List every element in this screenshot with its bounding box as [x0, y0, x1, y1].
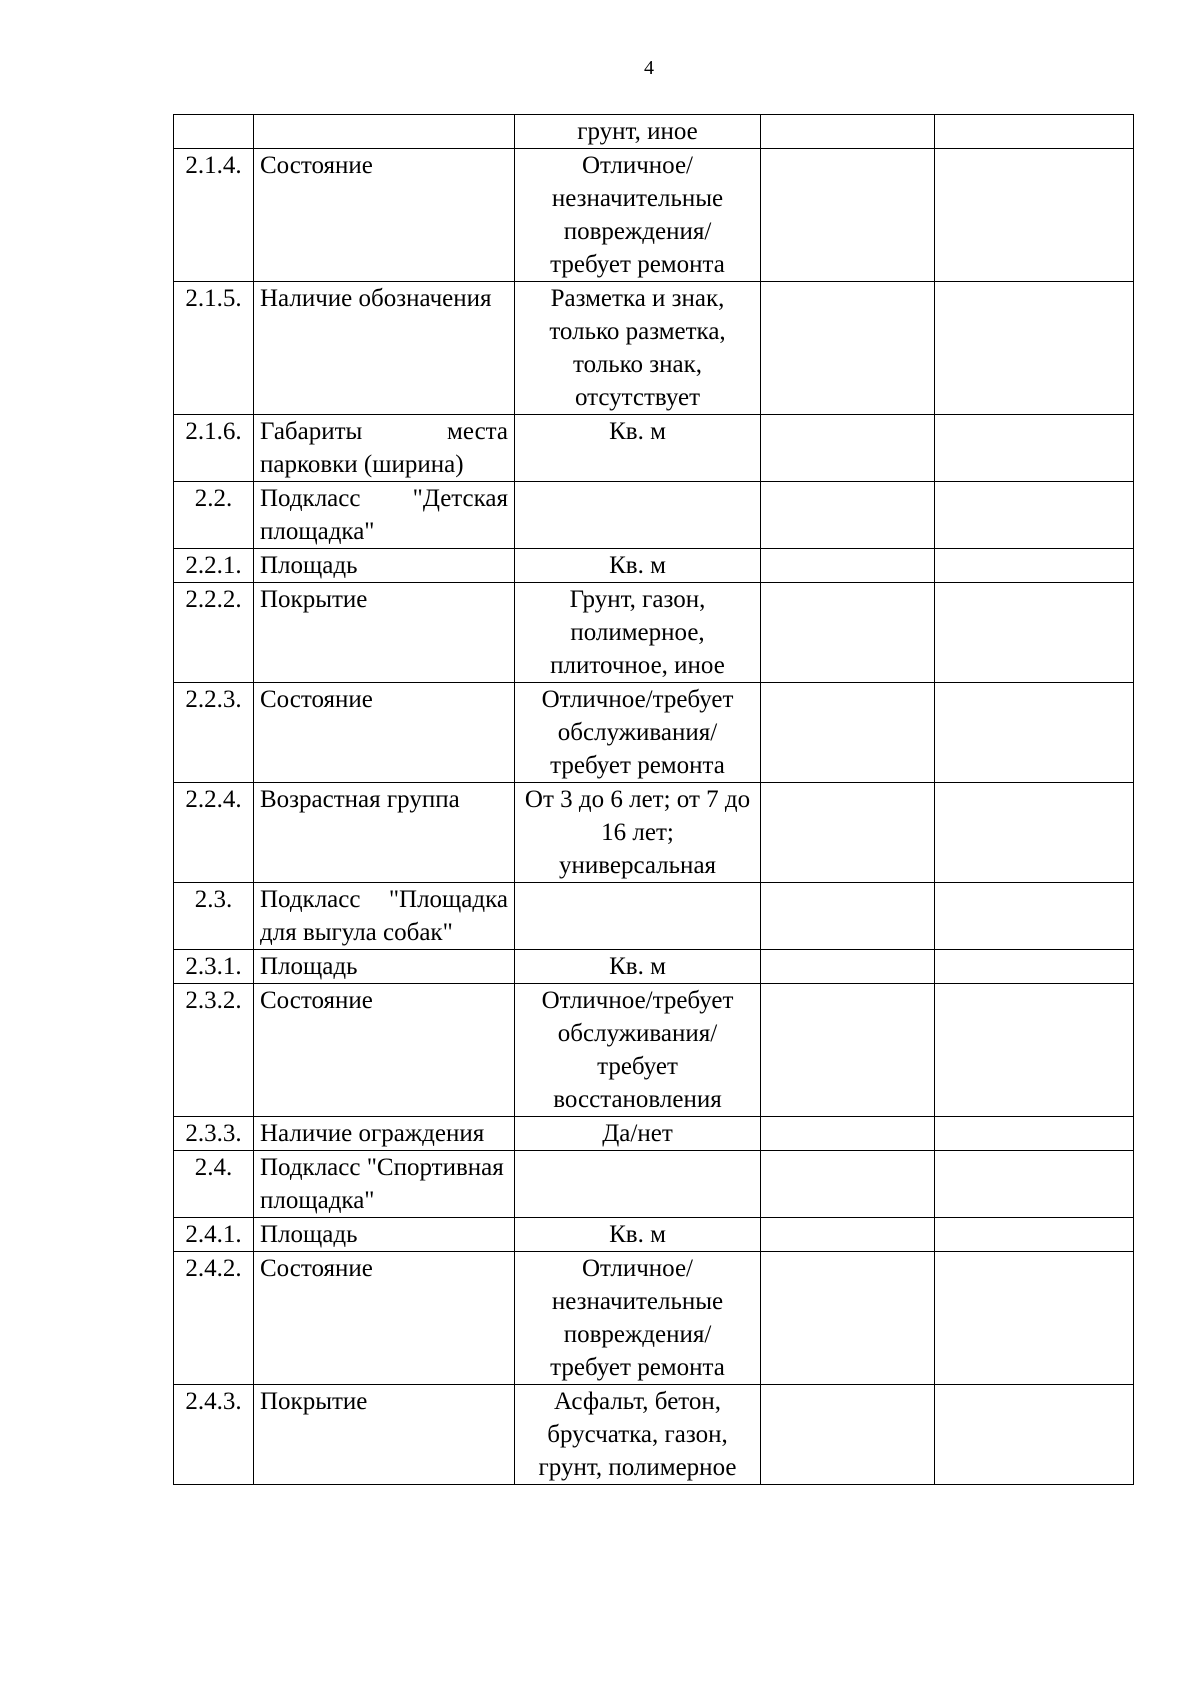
- blank-cell: [935, 583, 1134, 683]
- attribute-name: Наличие ограждения: [254, 1117, 515, 1151]
- table-row: [174, 549, 1134, 583]
- blank-cell: [761, 583, 935, 683]
- blank-cell: [935, 1218, 1134, 1252]
- blank-cell: [761, 950, 935, 984]
- attribute-values: Отличное/ незначительные повреждения/ требует ремонта: [515, 149, 761, 282]
- table-row: [174, 683, 1134, 783]
- attribute-name: Состояние: [254, 683, 515, 783]
- attribute-values: Кв. м: [515, 415, 761, 482]
- row-number: 2.1.5.: [174, 282, 254, 415]
- subclass-name: Подкласс "Площадка для выгула собак": [254, 883, 515, 950]
- attribute-values: Отличное/требует обслуживания/ требует восстановления: [515, 984, 761, 1117]
- row-number: 2.4.1.: [174, 1218, 254, 1252]
- table-row: [174, 149, 1134, 282]
- attribute-name: [254, 115, 515, 149]
- row-number: 2.3.: [174, 883, 254, 950]
- page-number: 4: [644, 57, 654, 79]
- blank-cell: [761, 984, 935, 1117]
- blank-cell: [761, 1385, 935, 1485]
- blank-cell: [761, 783, 935, 883]
- blank-cell: [761, 549, 935, 583]
- row-number: 2.2.: [174, 482, 254, 549]
- blank-cell: [935, 1117, 1134, 1151]
- row-number: 2.1.6.: [174, 415, 254, 482]
- blank-cell: [761, 1151, 935, 1218]
- table-row: [174, 1252, 1134, 1385]
- attribute-values: Кв. м: [515, 549, 761, 583]
- attribute-values: Грунт, газон, полимерное, плиточное, иное: [515, 583, 761, 683]
- table-row: [174, 115, 1134, 149]
- table-row: [174, 583, 1134, 683]
- blank-cell: [761, 149, 935, 282]
- attribute-values: [515, 883, 761, 950]
- table-row: [174, 1385, 1134, 1485]
- table-row: [174, 282, 1134, 415]
- attribute-values: [515, 1151, 761, 1218]
- blank-cell: [935, 282, 1134, 415]
- attribute-name: Площадь: [254, 549, 515, 583]
- row-number: 2.2.1.: [174, 549, 254, 583]
- blank-cell: [935, 984, 1134, 1117]
- row-number: 2.2.2.: [174, 583, 254, 683]
- attributes-table: [173, 114, 1134, 1485]
- table-row: [174, 950, 1134, 984]
- subclass-name: Подкласс "Спортивная площадка": [254, 1151, 515, 1218]
- attribute-values: Кв. м: [515, 1218, 761, 1252]
- blank-cell: [761, 883, 935, 950]
- blank-cell: [935, 950, 1134, 984]
- table-row: [174, 1218, 1134, 1252]
- attribute-values: Отличное/ незначительные повреждения/ требует ремонта: [515, 1252, 761, 1385]
- blank-cell: [761, 282, 935, 415]
- blank-cell: [761, 1117, 935, 1151]
- blank-cell: [761, 482, 935, 549]
- attribute-values: грунт, иное: [515, 115, 761, 149]
- table-row: [174, 1117, 1134, 1151]
- attribute-name: Площадь: [254, 1218, 515, 1252]
- attribute-name: Состояние: [254, 149, 515, 282]
- attribute-name: Покрытие: [254, 583, 515, 683]
- blank-cell: [935, 549, 1134, 583]
- attribute-name: Возрастная группа: [254, 783, 515, 883]
- blank-cell: [761, 115, 935, 149]
- blank-cell: [935, 783, 1134, 883]
- blank-cell: [761, 415, 935, 482]
- blank-cell: [935, 1385, 1134, 1485]
- row-number: 2.4.2.: [174, 1252, 254, 1385]
- row-number: 2.2.3.: [174, 683, 254, 783]
- table-row: [174, 415, 1134, 482]
- row-number: 2.3.2.: [174, 984, 254, 1117]
- blank-cell: [935, 482, 1134, 549]
- table-row: [174, 984, 1134, 1117]
- row-number: 2.2.4.: [174, 783, 254, 883]
- attribute-name: Габариты места парковки (ширина): [254, 415, 515, 482]
- attribute-name: Состояние: [254, 984, 515, 1117]
- attribute-values: Отличное/требует обслуживания/ требует ремонта: [515, 683, 761, 783]
- blank-cell: [761, 1252, 935, 1385]
- table-row: [174, 1151, 1134, 1218]
- blank-cell: [935, 149, 1134, 282]
- row-number: [174, 115, 254, 149]
- attribute-name: Покрытие: [254, 1385, 515, 1485]
- table-row: [174, 783, 1134, 883]
- blank-cell: [935, 115, 1134, 149]
- row-number: 2.3.1.: [174, 950, 254, 984]
- attribute-values: От 3 до 6 лет; от 7 до 16 лет; универсальная: [515, 783, 761, 883]
- subclass-name: Подкласс "Детская площадка": [254, 482, 515, 549]
- row-number: 2.4.3.: [174, 1385, 254, 1485]
- blank-cell: [935, 1252, 1134, 1385]
- blank-cell: [761, 683, 935, 783]
- table-row: [174, 883, 1134, 950]
- attribute-values: Да/нет: [515, 1117, 761, 1151]
- blank-cell: [935, 883, 1134, 950]
- blank-cell: [761, 1218, 935, 1252]
- table-row: [174, 482, 1134, 549]
- blank-cell: [935, 683, 1134, 783]
- attribute-values: Асфальт, бетон, брусчатка, газон, грунт, полимерное: [515, 1385, 761, 1485]
- row-number: 2.4.: [174, 1151, 254, 1218]
- blank-cell: [935, 1151, 1134, 1218]
- attribute-name: Наличие обозначения: [254, 282, 515, 415]
- attribute-name: Состояние: [254, 1252, 515, 1385]
- attribute-values: Разметка и знак, только разметка, только знак, отсутствует: [515, 282, 761, 415]
- attribute-values: Кв. м: [515, 950, 761, 984]
- attribute-name: Площадь: [254, 950, 515, 984]
- attribute-values: [515, 482, 761, 549]
- row-number: 2.3.3.: [174, 1117, 254, 1151]
- blank-cell: [935, 415, 1134, 482]
- row-number: 2.1.4.: [174, 149, 254, 282]
